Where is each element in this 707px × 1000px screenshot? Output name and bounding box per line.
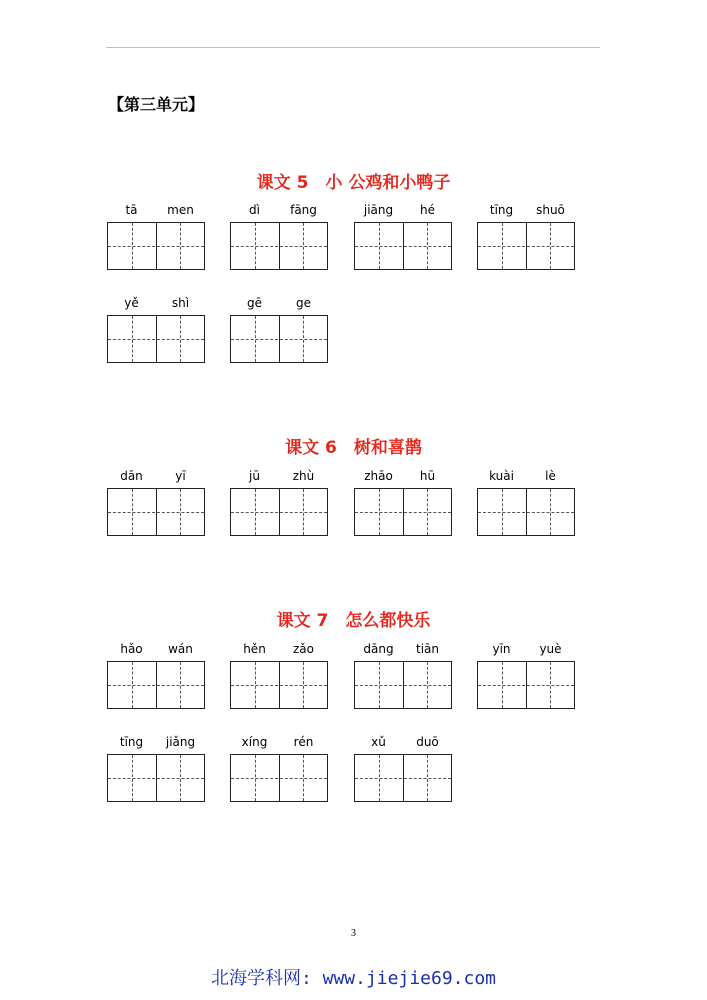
tianzige-boxes[interactable]	[230, 661, 328, 709]
word-writing-grid	[230, 295, 328, 365]
pinyin-label: zhāo	[364, 469, 393, 483]
guide-line	[303, 489, 304, 535]
word-writing-grid	[354, 468, 452, 538]
tianzige-boxes[interactable]	[107, 754, 205, 802]
pinyin-label: yě	[124, 296, 139, 310]
pinyin-label: xíng	[241, 735, 268, 749]
tianzige-boxes[interactable]	[477, 488, 575, 536]
pinyin-label: jū	[249, 469, 260, 483]
guide-line	[255, 755, 256, 801]
guide-line	[231, 778, 327, 779]
guide-line	[108, 339, 204, 340]
guide-line	[379, 662, 380, 708]
tianzige-boxes[interactable]	[354, 488, 452, 536]
guide-line	[231, 246, 327, 247]
guide-line	[303, 223, 304, 269]
tianzige-boxes[interactable]	[230, 754, 328, 802]
tianzige-boxes[interactable]	[230, 315, 328, 363]
tianzige-boxes[interactable]	[354, 754, 452, 802]
word-writing-grid	[107, 641, 205, 711]
pinyin-label: hū	[419, 469, 436, 483]
tianzige-boxes[interactable]	[230, 488, 328, 536]
word-writing-grid	[107, 734, 205, 804]
word-writing-grid	[477, 468, 575, 538]
guide-line	[255, 662, 256, 708]
word-writing-grid	[107, 202, 205, 272]
guide-line	[180, 755, 181, 801]
word-writing-grid	[354, 202, 452, 272]
pinyin-label: shuō	[536, 203, 565, 217]
tianzige-boxes[interactable]	[107, 488, 205, 536]
guide-line	[303, 755, 304, 801]
pinyin-label: hěn	[243, 642, 266, 656]
pinyin-label: fāng	[290, 203, 317, 217]
guide-line	[379, 223, 380, 269]
tianzige-boxes[interactable]	[107, 661, 205, 709]
guide-line	[132, 662, 133, 708]
guide-line	[550, 223, 551, 269]
guide-line	[427, 755, 428, 801]
word-writing-grid	[230, 734, 328, 804]
lesson-title: 课文 7 怎么都快乐	[276, 611, 431, 631]
guide-line	[255, 489, 256, 535]
pinyin-label: gē	[247, 296, 262, 310]
guide-line	[180, 223, 181, 269]
tianzige-boxes[interactable]	[107, 222, 205, 270]
word-writing-grid	[107, 295, 205, 365]
guide-line	[108, 778, 204, 779]
guide-line	[379, 489, 380, 535]
pinyin-label: hé	[420, 203, 435, 217]
guide-line	[132, 755, 133, 801]
guide-line	[427, 489, 428, 535]
tianzige-boxes[interactable]	[107, 315, 205, 363]
word-writing-grid	[477, 641, 575, 711]
guide-line	[478, 246, 574, 247]
guide-line	[502, 489, 503, 535]
pinyin-label: lè	[545, 469, 556, 483]
guide-line	[108, 512, 204, 513]
guide-line	[231, 685, 327, 686]
lesson-title: 课文 6 树和喜鹊	[285, 438, 422, 458]
guide-line	[550, 662, 551, 708]
header-rule	[106, 47, 600, 48]
pinyin-label: yīn	[492, 642, 511, 656]
tianzige-boxes[interactable]	[354, 661, 452, 709]
pinyin-label: men	[167, 203, 194, 217]
guide-line	[180, 316, 181, 362]
pinyin-label: rén	[293, 735, 314, 749]
guide-line	[132, 316, 133, 362]
guide-line	[427, 662, 428, 708]
pinyin-label: jiǎng	[165, 735, 196, 749]
pinyin-label: duō	[416, 735, 439, 749]
pinyin-label: zhù	[292, 469, 315, 483]
guide-line	[303, 316, 304, 362]
guide-line	[355, 685, 451, 686]
word-writing-grid	[477, 202, 575, 272]
footer-watermark: 北海学科网: www.jiejie69.com	[210, 968, 497, 989]
guide-line	[180, 662, 181, 708]
guide-line	[355, 512, 451, 513]
pinyin-label: hǎo	[120, 642, 143, 656]
pinyin-label: dān	[120, 469, 143, 483]
guide-line	[108, 246, 204, 247]
word-writing-grid	[230, 468, 328, 538]
pinyin-label: dì	[249, 203, 260, 217]
pinyin-label: jiāng	[363, 203, 394, 217]
guide-line	[180, 489, 181, 535]
unit-title: 【第三单元】	[108, 95, 205, 114]
tianzige-boxes[interactable]	[477, 661, 575, 709]
word-writing-grid	[354, 734, 452, 804]
guide-line	[231, 512, 327, 513]
pinyin-label: kuài	[489, 469, 514, 483]
tianzige-boxes[interactable]	[477, 222, 575, 270]
lesson-title: 课文 5 小 公鸡和小鸭子	[256, 173, 451, 193]
word-writing-grid	[107, 468, 205, 538]
pinyin-label: tīng	[489, 203, 514, 217]
guide-line	[478, 512, 574, 513]
guide-line	[231, 339, 327, 340]
pinyin-label: dāng	[363, 642, 394, 656]
tianzige-boxes[interactable]	[230, 222, 328, 270]
word-writing-grid	[354, 641, 452, 711]
guide-line	[355, 246, 451, 247]
pinyin-label: yuè	[539, 642, 562, 656]
word-writing-grid	[230, 202, 328, 272]
guide-line	[303, 662, 304, 708]
guide-line	[427, 223, 428, 269]
pinyin-label: zǎo	[293, 642, 314, 656]
pinyin-label: tiān	[416, 642, 439, 656]
pinyin-label: yī	[175, 469, 186, 483]
guide-line	[108, 685, 204, 686]
guide-line	[502, 662, 503, 708]
guide-line	[355, 778, 451, 779]
guide-line	[132, 223, 133, 269]
guide-line	[478, 685, 574, 686]
guide-line	[255, 316, 256, 362]
pinyin-label: wán	[168, 642, 193, 656]
guide-line	[550, 489, 551, 535]
pinyin-label: tā	[125, 203, 138, 217]
page-number: 3	[351, 928, 356, 939]
pinyin-label: xǔ	[371, 735, 386, 749]
guide-line	[255, 223, 256, 269]
tianzige-boxes[interactable]	[354, 222, 452, 270]
pinyin-label: tīng	[119, 735, 144, 749]
guide-line	[132, 489, 133, 535]
pinyin-label: ge	[296, 296, 311, 310]
pinyin-label: shì	[171, 296, 190, 310]
word-writing-grid	[230, 641, 328, 711]
guide-line	[502, 223, 503, 269]
guide-line	[379, 755, 380, 801]
